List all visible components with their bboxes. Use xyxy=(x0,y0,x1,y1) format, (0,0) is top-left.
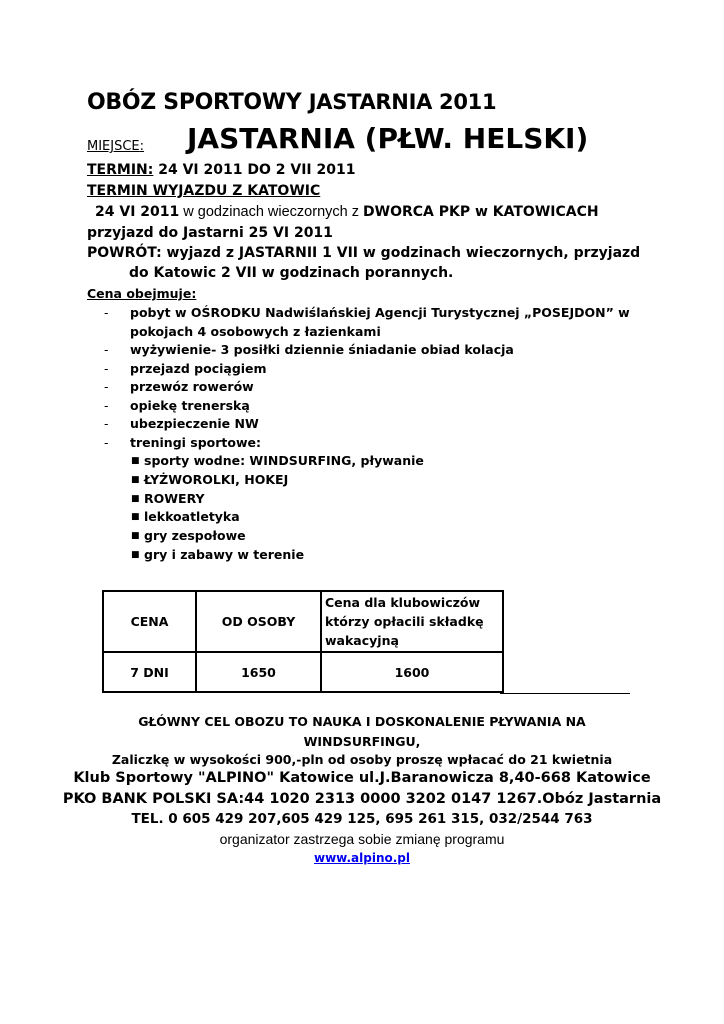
cell-duration: 7 DNI xyxy=(103,652,196,692)
bullet-icon: ■ xyxy=(131,512,140,523)
dash-marker: - xyxy=(104,434,109,450)
dash-marker: - xyxy=(104,342,109,357)
title-part-2: JASTARNIA 2011 xyxy=(308,90,497,114)
wyjazd-line xyxy=(95,204,599,220)
cell-club-price: 1600 xyxy=(321,652,503,692)
dash-marker: - xyxy=(104,416,109,431)
sports-item-text: ROWERY xyxy=(144,490,205,506)
zaliczka-line: Zaliczkę w wysokości 900,-pln od osoby proszę wpłacać do 21 kwietnia xyxy=(111,752,613,767)
list-item-continuation xyxy=(100,323,630,342)
sports-item-text: gry i zabawy w terenie xyxy=(144,546,305,562)
przyjazd-line: przyjazd do Jastarni 25 VI 2011 xyxy=(87,225,333,241)
website-link[interactable] xyxy=(0,851,724,865)
list-item xyxy=(100,341,630,360)
termin-line xyxy=(87,162,355,178)
website-link-text[interactable]: www.alpino.pl xyxy=(313,851,410,865)
list-item-text: wyżywienie- 3 posiłki dziennie śniadanie obiad kolacja xyxy=(130,342,514,357)
header-od-osoby: OD OSOBY xyxy=(196,591,321,652)
dash-marker: - xyxy=(104,305,109,320)
sports-item xyxy=(130,471,424,490)
organizer-note: organizator zastrzega sobie zmianę programu xyxy=(219,831,505,847)
goal-line-1: GŁÓWNY CEL OBOZU TO NAUKA I DOSKONALENIE PŁYWANIA NA xyxy=(138,714,586,729)
bullet-icon: ■ xyxy=(131,474,140,485)
list-item xyxy=(100,360,630,379)
bank-account: PKO BANK POLSKI SA:44 1020 2313 0000 3202 0147 1267.Obóz Jastarnia xyxy=(62,791,662,807)
sports-item-text: lekkoatletyka xyxy=(144,509,240,525)
header-club-price-line: wakacyjną xyxy=(325,633,399,648)
miejsce-label xyxy=(87,139,144,154)
list-item-text: pokojach 4 osobowych z łazienkami xyxy=(130,323,381,339)
wyjazd-label: TERMIN WYJAZDU Z KATOWIC xyxy=(87,183,321,199)
sports-item-text: gry zespołowe xyxy=(144,528,246,544)
bullet-icon: ■ xyxy=(131,531,140,542)
title-part-1: OBÓZ SPORTOWY xyxy=(87,90,309,115)
table-row xyxy=(103,652,503,692)
header-club-price xyxy=(321,591,503,652)
list-item xyxy=(100,304,630,323)
sports-item-text: sporty wodne: WINDSURFING, pływanie xyxy=(144,453,424,468)
list-item xyxy=(100,415,630,434)
dash-marker: - xyxy=(104,360,109,376)
powrot-line-1: POWRÓT: wyjazd z JASTARNII 1 VII w godzinach wieczornych, przyjazd xyxy=(87,245,641,261)
table-header-row xyxy=(103,591,503,652)
list-item xyxy=(100,378,630,397)
divider xyxy=(500,693,630,694)
miejsce-colon: : xyxy=(139,139,145,154)
list-item-text: ubezpieczenie NW xyxy=(130,416,259,431)
sports-item xyxy=(130,546,424,565)
list-item-text: treningi sportowe: xyxy=(130,434,262,450)
sports-item xyxy=(130,508,424,527)
bullet-icon: ■ xyxy=(131,493,140,504)
sports-item xyxy=(130,490,424,509)
sports-item xyxy=(130,527,424,546)
list-item-text: przewóz rowerów xyxy=(130,379,254,394)
bullet-icon: ■ xyxy=(131,456,140,466)
header-cena: CENA xyxy=(103,591,196,652)
dash-marker: - xyxy=(104,397,109,413)
miejsce-label-text: MIEJSCE xyxy=(87,139,140,154)
list-item xyxy=(100,397,630,416)
sports-item-text: ŁYŻWOROLKI, HOKEJ xyxy=(144,471,289,487)
sports-item xyxy=(130,452,424,471)
cena-obejmuje-label: Cena obejmuje: xyxy=(87,286,197,301)
wyjazd-place: DWORCA PKP w KATOWICACH xyxy=(363,204,599,220)
included-list xyxy=(100,304,630,452)
club-address: Klub Sportowy "ALPINO" Katowice ul.J.Baranowicza 8,40-668 Katowice xyxy=(73,770,651,786)
wyjazd-date: 24 VI 2011 xyxy=(95,204,180,220)
miejsce-value: JASTARNIA (PŁW. HELSKI) xyxy=(187,122,589,155)
list-item-text: przejazd pociągiem xyxy=(130,360,267,376)
termin-label: TERMIN: xyxy=(87,162,154,178)
termin-value: 24 VI 2011 DO 2 VII 2011 xyxy=(153,162,356,178)
dash-marker: - xyxy=(104,379,109,394)
bullet-icon: ■ xyxy=(131,549,140,560)
list-item-text: pobyt w OŚRODKU Nadwiślańskiej Agencji Turystycznej „POSEJDON” w xyxy=(130,305,630,320)
powrot-line-2: do Katowic 2 VII w godzinach porannych. xyxy=(129,265,454,281)
header-club-price-line: którzy opłacili składkę xyxy=(325,614,484,629)
goal-line-2: WINDSURFINGU, xyxy=(303,734,421,749)
sports-list xyxy=(130,452,424,565)
header-club-price-line: Cena dla klubowiczów xyxy=(325,595,481,610)
list-item xyxy=(100,434,630,453)
list-item-text: opiekę trenerską xyxy=(130,397,250,413)
wyjazd-mid: w godzinach wieczornych z xyxy=(179,204,363,220)
phone-numbers: TEL. 0 605 429 207,605 429 125, 695 261 315, 032/2544 763 xyxy=(131,811,593,827)
document-title xyxy=(87,90,496,115)
cell-price: 1650 xyxy=(196,652,321,692)
price-table xyxy=(102,590,504,693)
